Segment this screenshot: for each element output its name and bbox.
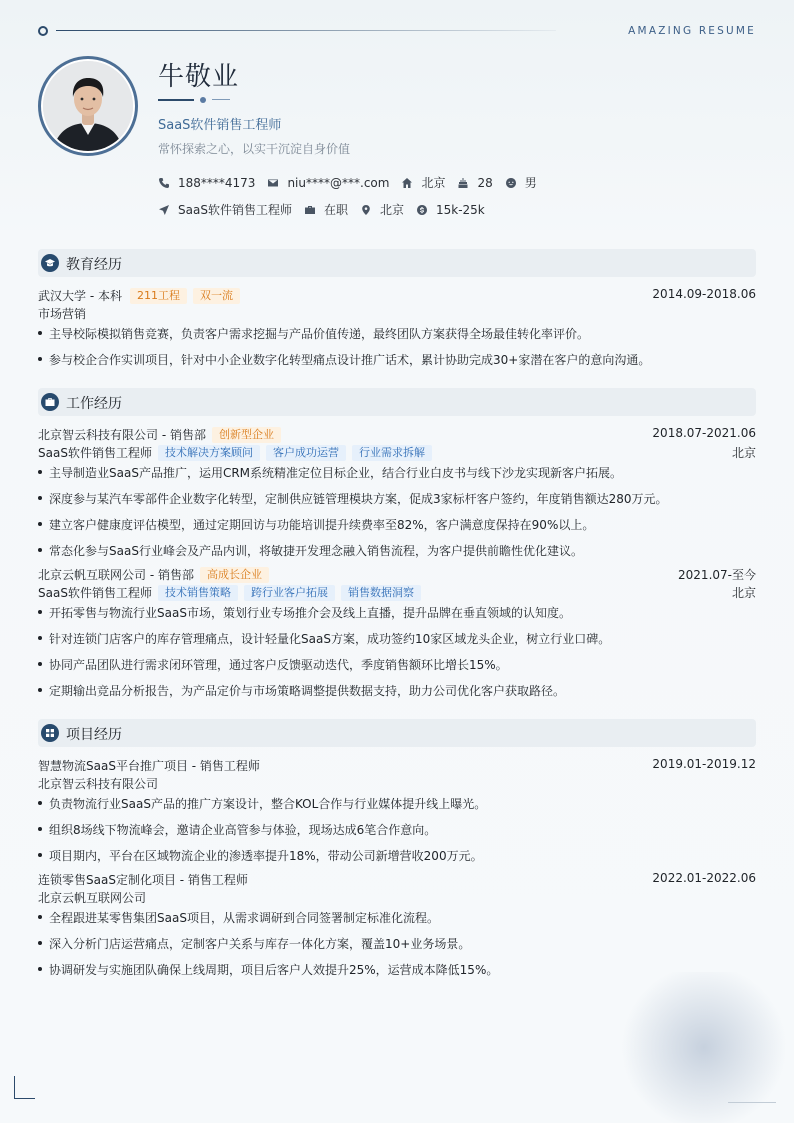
role: SaaS软件销售工程师 xyxy=(38,446,152,460)
school: 武汉大学 - 本科 xyxy=(38,289,122,303)
phone-number: 188****4173 xyxy=(178,175,256,190)
list-item: 建立客户健康度评估模型，通过定期回访与功能培训提升续费率至82%，客户满意度保持在90%以上。 xyxy=(38,516,756,533)
date: 2021.07-至今 xyxy=(678,568,756,582)
salary-icon xyxy=(416,204,428,216)
company: 北京云帆互联网公司 - 销售部 xyxy=(38,568,194,582)
work-city: 北京 xyxy=(731,586,756,600)
tag: 双一流 xyxy=(193,288,240,304)
tag: 销售数据洞察 xyxy=(341,585,421,601)
list-item: 全程跟进某零售集团SaaS项目，从需求调研到合同签署制定标准化流程。 xyxy=(38,909,756,926)
grid-icon xyxy=(41,724,59,742)
tag: 跨行业客户拓展 xyxy=(244,585,335,601)
age: 28 xyxy=(477,175,493,190)
work-city: 北京 xyxy=(731,446,756,460)
section-title: 项目经历 xyxy=(66,727,122,743)
list-item: 深入分析门店运营痛点，定制客户关系与库存一体化方案，覆盖10+业务场景。 xyxy=(38,935,756,952)
ring-icon xyxy=(38,26,48,36)
project-org: 北京云帆互联网公司 xyxy=(38,891,147,905)
list-item: 常态化参与SaaS行业峰会及产品内训，将敏捷开发理念融入销售流程，为客户提供前瞻性优化建议。 xyxy=(38,542,756,559)
education-entry-header xyxy=(38,287,756,305)
projects-section-header xyxy=(38,719,756,747)
person-photo-icon xyxy=(43,61,133,151)
list-item: 定期输出竞品分析报告，为产品定价与市场策略调整提供数据支持，助力公司优化客户获取路径。 xyxy=(38,682,756,699)
tag: 创新型企业 xyxy=(212,427,281,443)
salary: 15k-25k xyxy=(435,202,485,217)
list-item: 主导制造业SaaS产品推广，运用CRM系统精准定位目标企业，结合行业白皮书与线下沙龙实现新客户拓展。 xyxy=(38,464,756,481)
date: 2018.07-2021.06 xyxy=(652,426,756,440)
footer-line xyxy=(728,1102,776,1103)
tag: 高成长企业 xyxy=(200,567,269,583)
avatar xyxy=(38,56,138,156)
project-org: 北京智云科技有限公司 xyxy=(38,777,159,791)
name-decoration xyxy=(158,95,232,105)
role: SaaS软件销售工程师 xyxy=(38,586,152,600)
project-entry-header xyxy=(38,871,756,889)
city: 北京 xyxy=(421,176,446,190)
phone-icon xyxy=(158,177,170,189)
location-pin-icon xyxy=(360,204,372,216)
section-title: 教育经历 xyxy=(66,257,122,273)
date: 2014.09-2018.06 xyxy=(652,287,756,301)
list-item: 协同产品团队进行需求闭环管理，通过客户反馈驱动迭代，季度销售额环比增长15%。 xyxy=(38,656,756,673)
major: 市场营销 xyxy=(38,307,87,321)
send-icon xyxy=(158,204,170,216)
gender-icon xyxy=(505,177,517,189)
cake-icon xyxy=(457,177,469,189)
candidate-name: 牛敬业 xyxy=(158,62,240,92)
target-city: 北京 xyxy=(379,203,404,217)
list-item: 参与校企合作实训项目，针对中小企业数字化转型痛点设计推广话术，累计协助完成30+家潜在客户的意向沟通。 xyxy=(38,351,756,368)
tag: 技术解决方案顾问 xyxy=(158,445,260,461)
list-item: 项目期内，平台在区域物流企业的渗透率提升18%，带动公司新增营收200万元。 xyxy=(38,847,756,864)
target-job: SaaS软件销售工程师 xyxy=(178,203,292,217)
gender: 男 xyxy=(524,176,537,190)
list-item: 组织8场线下物流峰会，邀请企业高管参与体验，现场达成6笔合作意向。 xyxy=(38,821,756,838)
role-row xyxy=(38,584,756,602)
list-item: 协调研发与实施团队确保上线周期，项目后客户人效提升25%，运营成本降低15%。 xyxy=(38,961,756,978)
header-decoration-line xyxy=(38,26,558,36)
date: 2022.01-2022.06 xyxy=(652,871,756,885)
work-section-header xyxy=(38,388,756,416)
tag: 211工程 xyxy=(130,288,187,304)
list-item: 主导校际模拟销售竞赛，负责客户需求挖掘与产品价值传递，最终团队方案获得全场最佳转化率评价。 xyxy=(38,325,756,342)
mail-icon xyxy=(267,177,279,189)
role-row xyxy=(38,444,756,462)
list-item: 开拓零售与物流行业SaaS市场，策划行业专场推介会及线上直播，提升品牌在垂直领域的认知度。 xyxy=(38,604,756,621)
divider xyxy=(56,30,556,31)
briefcase-icon xyxy=(41,393,59,411)
major-row xyxy=(38,305,756,323)
home-icon xyxy=(401,177,413,189)
work-status: 在职 xyxy=(323,203,348,217)
project-entry-header xyxy=(38,757,756,775)
list-item: 深度参与某汽车零部件企业数字化转型，定制供应链管理模块方案，促成3家标杆客户签约，年度销售额达280万元。 xyxy=(38,490,756,507)
background-decoration xyxy=(614,972,794,1123)
graduation-cap-icon xyxy=(41,254,59,272)
tag: 技术销售策略 xyxy=(158,585,238,601)
email: niu****@***.com xyxy=(287,175,390,190)
work-entry-header xyxy=(38,566,756,584)
company: 北京智云科技有限公司 - 销售部 xyxy=(38,428,206,442)
date: 2019.01-2019.12 xyxy=(652,757,756,771)
tag: 行业需求拆解 xyxy=(352,445,432,461)
project-name: 连锁零售SaaS定制化项目 - 销售工程师 xyxy=(38,873,248,887)
project-org-row xyxy=(38,775,756,793)
tag: 客户成功运营 xyxy=(266,445,346,461)
list-item: 针对连锁门店客户的库存管理痛点，设计轻量化SaaS方案，成功签约10家区域龙头企业，树立行业口碑。 xyxy=(38,630,756,647)
avatar-photo xyxy=(43,61,133,151)
contact-row xyxy=(158,174,549,191)
project-name: 智慧物流SaaS平台推广项目 - 销售工程师 xyxy=(38,759,260,773)
job-intent-row xyxy=(158,201,497,218)
corner-decoration xyxy=(14,1076,35,1099)
list-item: 负责物流行业SaaS产品的推广方案设计，整合KOL合作与行业媒体提升线上曝光。 xyxy=(38,795,756,812)
motto: 常怀探索之心，以实干沉淀自身价值 xyxy=(158,142,351,156)
education-section-header xyxy=(38,249,756,277)
job-title: SaaS软件销售工程师 xyxy=(158,118,282,133)
project-org-row xyxy=(38,889,756,907)
section-title: 工作经历 xyxy=(66,396,122,412)
work-entry-header xyxy=(38,426,756,444)
brand-label: AMAZING RESUME xyxy=(628,25,756,37)
briefcase-icon xyxy=(304,204,316,216)
